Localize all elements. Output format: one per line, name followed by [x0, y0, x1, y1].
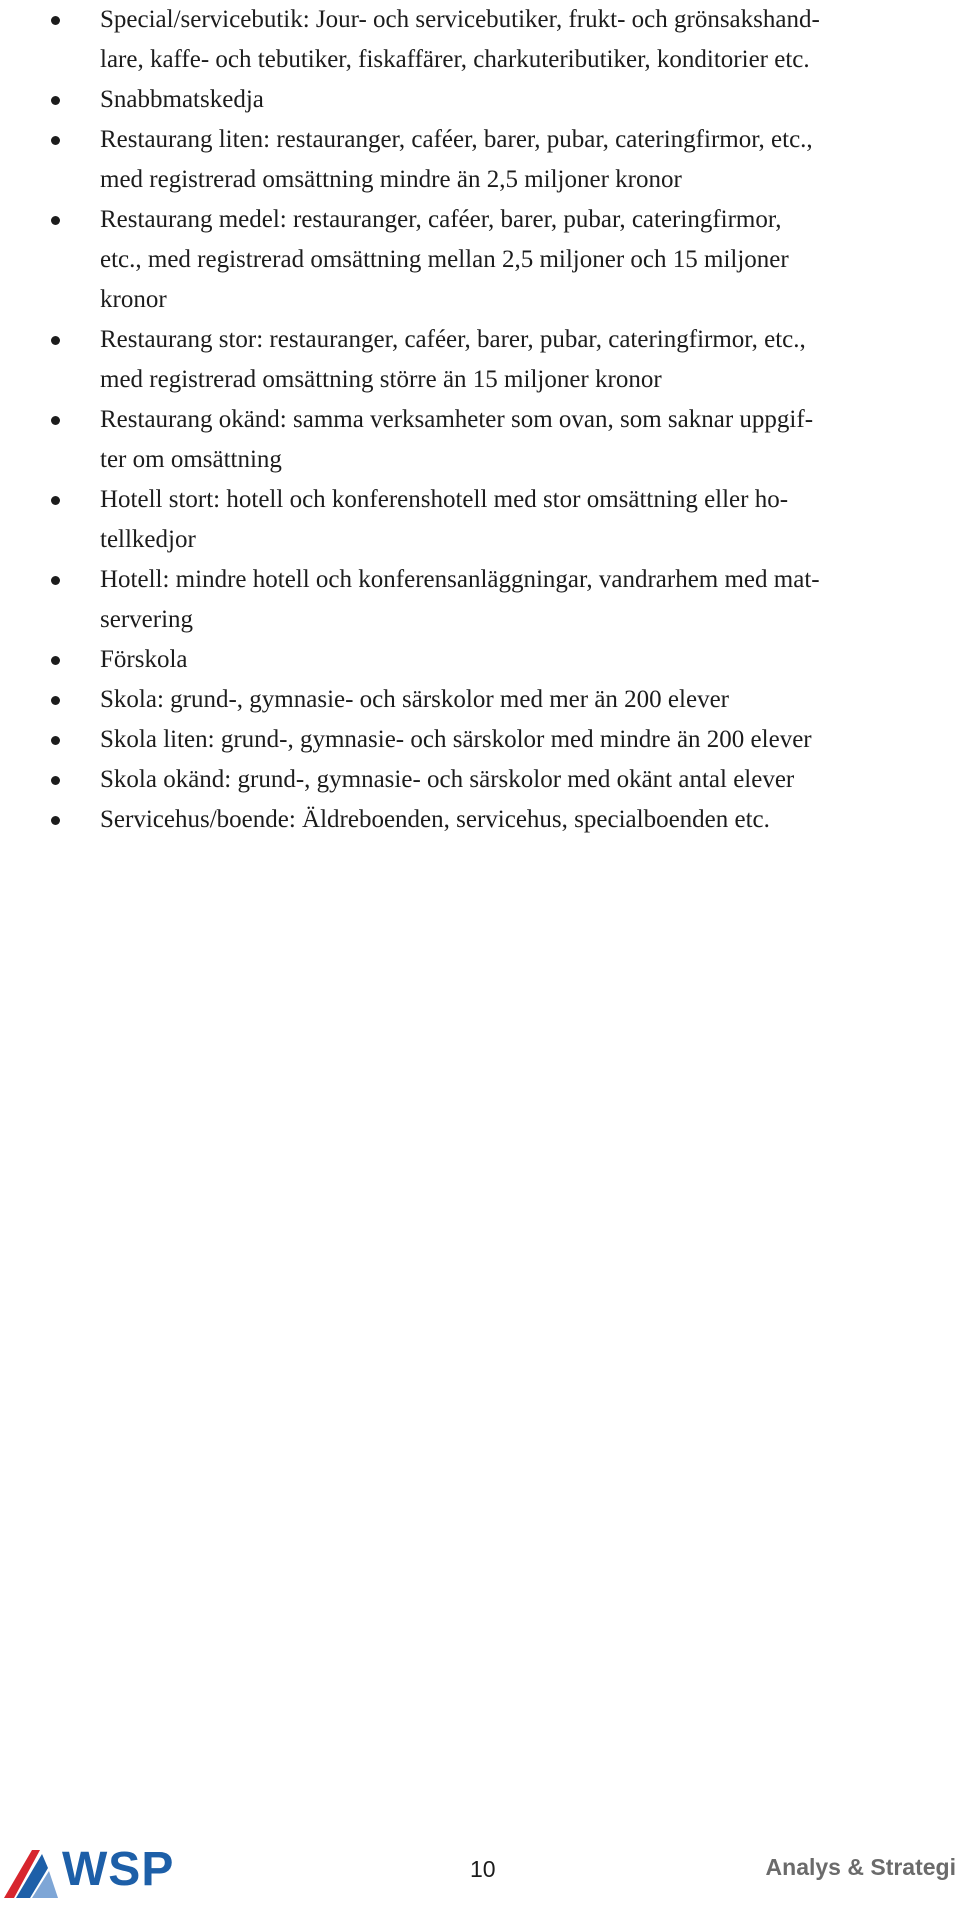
list-item-line: tellkedjor — [100, 526, 196, 553]
list-item — [0, 480, 960, 560]
list-item-line: Förskola — [100, 646, 188, 673]
list-item-line: Restaurang medel: restauranger, caféer, barer, pubar, cateringfirmor, — [100, 206, 782, 233]
list-item-line: Hotell: mindre hotell och konferensanläggningar, vandrarhem med mat- — [100, 566, 820, 593]
page-number: 10 — [470, 1856, 496, 1882]
list-item — [0, 320, 960, 400]
list-item — [0, 720, 960, 760]
list-item — [0, 800, 960, 840]
list-item — [0, 400, 960, 480]
wsp-logo-text: WSP — [62, 1843, 175, 1896]
list-item-line: med registrerad omsättning mindre än 2,5 miljoner kronor — [100, 166, 682, 193]
list-item — [0, 760, 960, 800]
list-item-line: Special/servicebutik: Jour- och servicebutiker, frukt- och grönsakshand- — [100, 6, 820, 33]
list-item — [0, 0, 960, 80]
list-item — [0, 680, 960, 720]
list-item-line: Skola: grund-, gymnasie- och särskolor med mer än 200 elever — [100, 686, 729, 713]
list-item — [0, 560, 960, 640]
list-item-line: ter om omsättning — [100, 446, 282, 473]
list-item-line: servering — [100, 606, 194, 633]
list-item-line: med registrerad omsättning större än 15 miljoner kronor — [100, 366, 662, 393]
list-item — [0, 80, 960, 120]
list-item-line: Restaurang okänd: samma verksamheter som ovan, som saknar uppgif- — [100, 406, 814, 433]
list-item — [0, 640, 960, 680]
footer-section-title: Analys & Strategi — [765, 1854, 956, 1880]
wsp-logo — [2, 1844, 192, 1900]
wsp-logo-mark-icon — [2, 1844, 62, 1900]
list-item-line: Servicehus/boende: Äldreboenden, servicehus, specialboenden etc. — [100, 806, 770, 833]
list-item-line: Skola liten: grund-, gymnasie- och särskolor med mindre än 200 elever — [100, 726, 812, 753]
list-item — [0, 200, 960, 320]
list-item-line: etc., med registrerad omsättning mellan 2,5 miljoner och 15 miljoner — [100, 246, 789, 273]
list-item — [0, 120, 960, 200]
page-footer — [0, 1840, 960, 1900]
list-item-line: Snabbmatskedja — [100, 86, 264, 113]
list-item-line: Restaurang liten: restauranger, caféer, barer, pubar, cateringfirmor, etc., — [100, 126, 813, 153]
bullet-list — [0, 0, 960, 840]
list-item-line: lare, kaffe- och tebutiker, fiskaffärer, charkuteributiker, konditorier etc. — [100, 46, 810, 73]
list-item-line: kronor — [100, 286, 167, 313]
list-item-line: Restaurang stor: restauranger, caféer, barer, pubar, cateringfirmor, etc., — [100, 326, 806, 353]
list-item-line: Skola okänd: grund-, gymnasie- och särskolor med okänt antal elever — [100, 766, 795, 793]
list-item-line: Hotell stort: hotell och konferenshotell med stor omsättning eller ho- — [100, 486, 789, 513]
